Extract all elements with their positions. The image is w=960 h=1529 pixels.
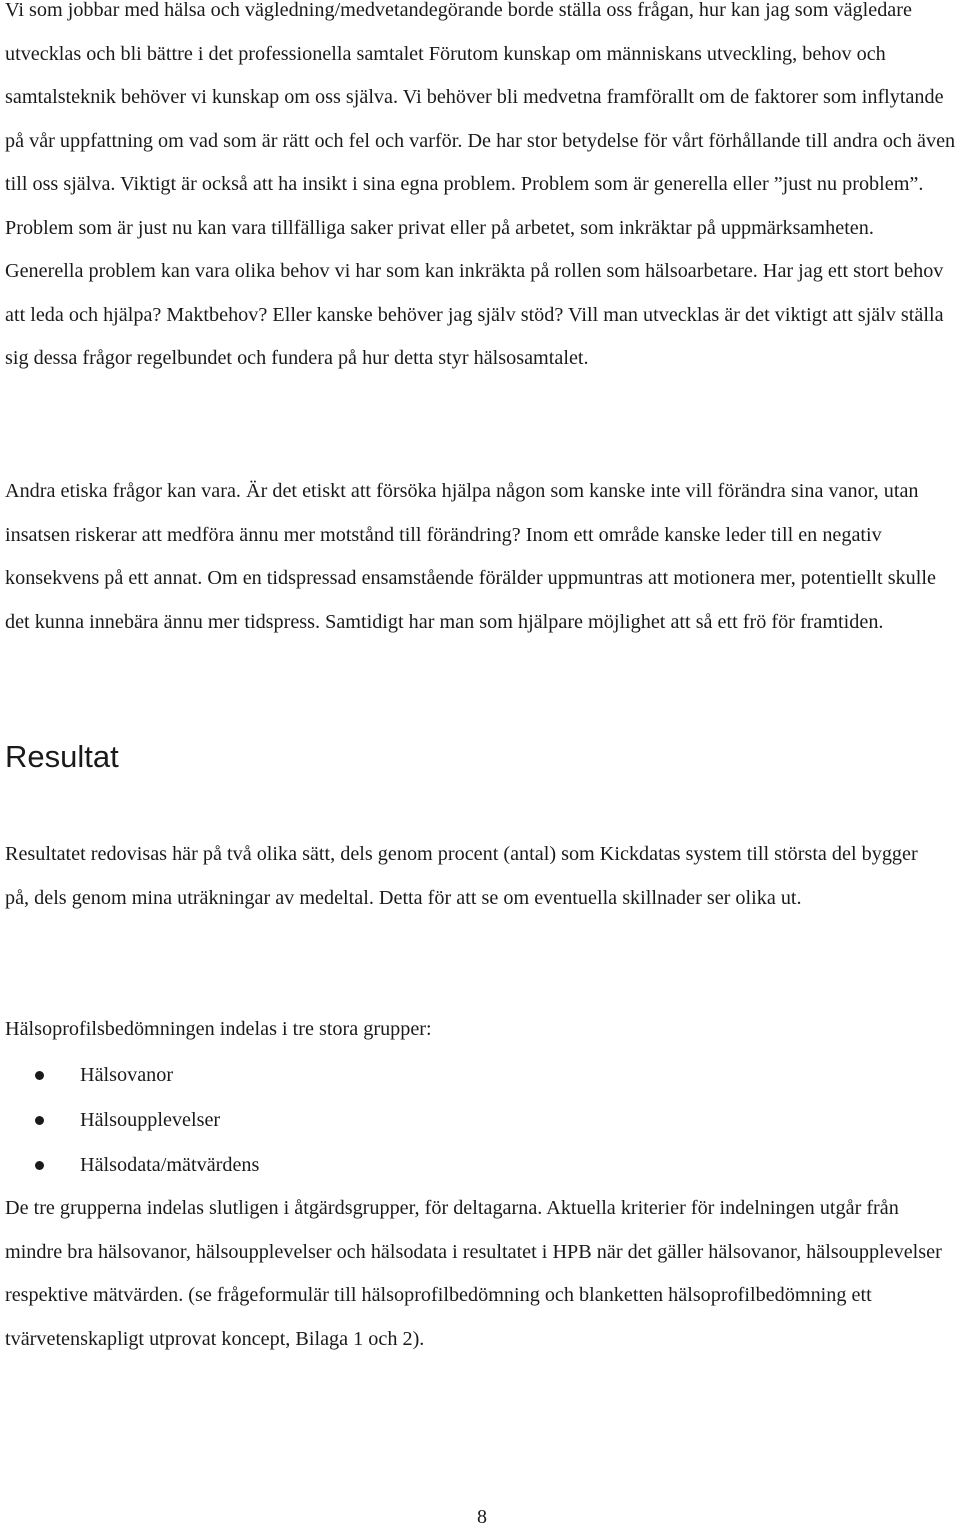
paragraph-groups-intro: Hälsoprofilsbedömningen indelas i tre stora grupper: bbox=[5, 1018, 432, 1040]
list-item bbox=[5, 1143, 259, 1188]
bullet-icon bbox=[35, 1116, 44, 1125]
list-item bbox=[5, 1098, 259, 1143]
paragraph-self-awareness: Vi som jobbar med hälsa och vägledning/medvetandegörande borde ställa oss frågan, hur kan jag som vägledare utvecklas och bli bättre i det professionella samtalet Förutom kunskap om människans utveckling, behov och samtalsteknik behöver vi kunskap om oss själva. Vi behöver bli medvetna framförallt om de faktorer som inflytande på vår uppfattning om vad som är rätt och fel och varför. De har stor betydelse för vårt förhållande till andra och även till oss själva. Viktigt är också att ha insikt i sina egna problem. Problem som är generella eller ”just nu problem”. Problem som är just nu kan vara tillfälliga saker privat eller på arbetet, som inkräktar på uppmärksamheten. Generella problem kan vara olika behov vi har som kan inkräkta på rollen som hälsoarbetare. Har jag ett stort behov att leda och hjälpa? Maktbehov? Eller kanske behöver jag själv stöd? Vill man utvecklas är det viktigt att själv ställa sig dessa frågor regelbundet och fundera på hur detta styr hälsosamtalet. bbox=[5, 0, 956, 369]
paragraph-action-groups: De tre grupperna indelas slutligen i åtgärdsgrupper, för deltagarna. Aktuella kriterier för indelningen utgår från mindre bra hälsovanor, hälsoupplevelser och hälsodata i resultatet i HPB när det gäller hälsovanor, hälsoupplevelser respektive mätvärden. (se frågeformulär till hälsoprofilbedömning och blanketten hälsoprofilbedömning ett tvärvetenskapligt utprovat koncept, Bilaga 1 och 2). bbox=[5, 1197, 942, 1350]
paragraph-ethical-questions: Andra etiska frågor kan vara. Är det etiskt att försöka hjälpa någon som kanske inte vill förändra sina vanor, utan insatsen riskerar att medföra ännu mer motstånd till förändring? Inom ett område kanske leder till en negativ konsekvens på ett annat. Om en tidspressad ensamstående förälder uppmuntras att motionera mer, potentiellt skulle det kunna innebära ännu mer tidspress. Samtidigt har man som hjälpare möjlighet att så ett frö för framtiden. bbox=[5, 480, 936, 633]
group-list bbox=[5, 1053, 259, 1188]
list-item-label: Hälsodata/mätvärdens bbox=[80, 1154, 260, 1176]
list-item bbox=[5, 1053, 259, 1098]
section-heading: Resultat bbox=[5, 739, 119, 774]
bullet-icon bbox=[35, 1071, 44, 1080]
page-number: 8 bbox=[477, 1506, 487, 1528]
bullet-icon bbox=[35, 1161, 44, 1170]
list-item-label: Hälsovanor bbox=[80, 1064, 174, 1086]
list-item-label: Hälsoupplevelser bbox=[80, 1109, 221, 1131]
paragraph-result-intro: Resultatet redovisas här på två olika sätt, dels genom procent (antal) som Kickdatas system till största del bygger på, dels genom mina uträkningar av medeltal. Detta för att se om eventuella skillnader ser olika ut. bbox=[5, 843, 918, 909]
